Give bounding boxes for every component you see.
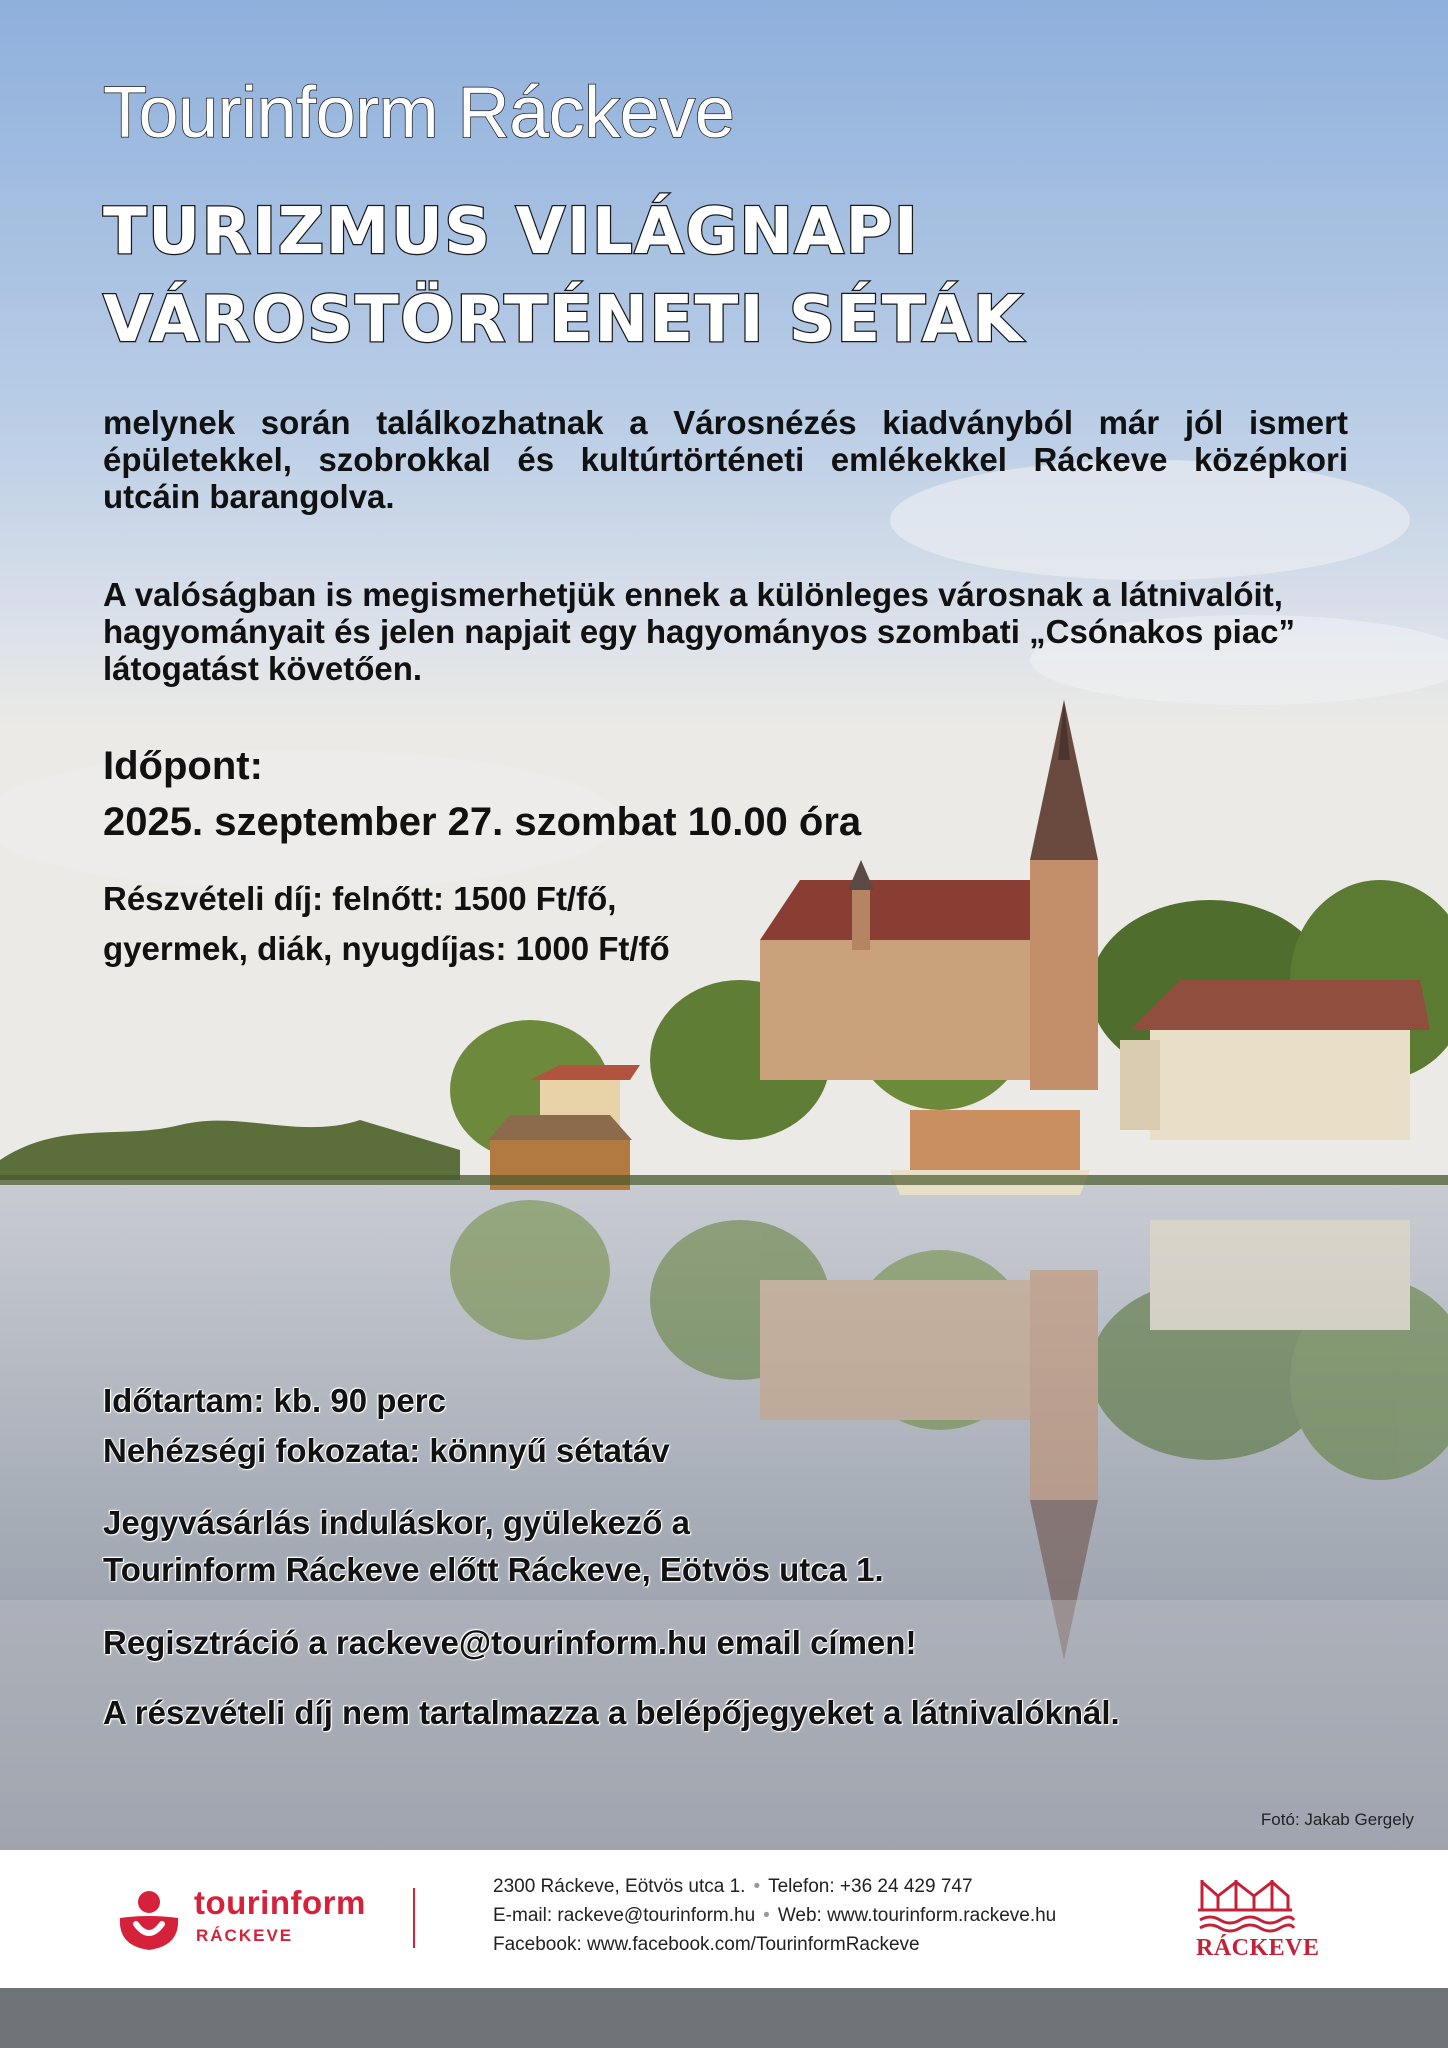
contact-line2 (493, 1905, 1056, 1927)
separator-dot-icon: • (763, 1905, 770, 1926)
photo-credit: Fotó: Jakab Gergely (1260, 1810, 1414, 1829)
contact-line3 (493, 1934, 920, 1956)
event-title-line2: VÁROSTÖRTÉNETI SÉTÁK (103, 283, 1024, 357)
registration-text: Regisztráció a rackeve@tourinform.hu email címen! (103, 1624, 917, 1661)
logo-divider (413, 1888, 415, 1948)
city-name: RÁCKEVE (1196, 1935, 1320, 1961)
fee-note: A részvételi díj nem tartalmazza a belépőjegyeket a látnivalóknál. (103, 1694, 1120, 1731)
event-title (103, 188, 1024, 364)
phone-text[interactable]: Telefon: +36 24 429 747 (768, 1876, 973, 1897)
fee-adult: Részvételi díj: felnőtt: 1500 Ft/fő, (103, 880, 617, 917)
address-text: 2300 Ráckeve, Eötvös utca 1. (493, 1876, 746, 1897)
description-paragraph: A valóságban is megismerhetjük ennek a különleges városnak a látnivalóit, hagyományait és jelen napjait egy hagyományos szombati „Csónakos piac” látogatást követően. (103, 576, 1296, 687)
event-title-line1: TURIZMUS VILÁGNAPI (103, 195, 920, 269)
duration-text: Időtartam: kb. 90 perc (103, 1382, 446, 1419)
email-link[interactable]: E-mail: rackeve@tourinform.hu (493, 1905, 756, 1926)
logo-wordmark: tourinform (194, 1884, 366, 1921)
separator-dot-icon: • (753, 1876, 761, 1897)
intro-paragraph: melynek során találkozhatnak a Városnézés kiadványból már jól ismert épületekkel, szobrokkal és kultúrtörténeti emlékekkel Ráckeve középkori utcáin barangolva. (103, 404, 1348, 515)
date-value: 2025. szeptember 27. szombat 10.00 óra (103, 800, 862, 844)
date-label: Időpont: (103, 744, 263, 788)
fee-reduced: gyermek, diák, nyugdíjas: 1000 Ft/fő (103, 930, 670, 967)
footer-strip (0, 1988, 1448, 2048)
facebook-link[interactable]: Facebook: www.facebook.com/TourinformRackeve (493, 1934, 920, 1955)
meeting-line1: Jegyvásárlás induláskor, gyülekező a (103, 1504, 690, 1541)
difficulty-text: Nehézségi fokozata: könnyű sétatáv (103, 1432, 670, 1469)
contact-line1 (493, 1876, 973, 1898)
meeting-line2: Tourinform Ráckeve előtt Ráckeve, Eötvös utca 1. (103, 1551, 884, 1588)
brand-title: Tourinform Ráckeve (103, 73, 735, 153)
web-link[interactable]: Web: www.tourinform.rackeve.hu (777, 1905, 1057, 1926)
logo-subtitle: RÁCKEVE (196, 1926, 294, 1945)
